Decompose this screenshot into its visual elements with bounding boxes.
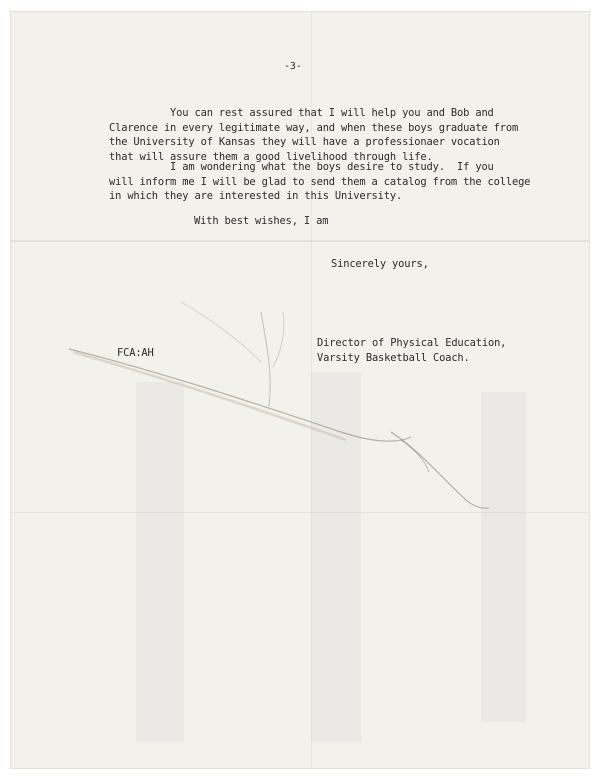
paragraph-line: I am wondering what the boys desire to study. If you [109, 161, 494, 173]
paragraph-2 [109, 160, 530, 204]
paragraph-line: will inform me I will be glad to send them a catalog from the college [109, 175, 531, 188]
paragraph-1 [109, 106, 518, 164]
reference-initials: FCA:AH [117, 347, 154, 359]
complimentary-close: Sincerely yours, [331, 258, 429, 270]
signature-title: Varsity Basketball Coach. [317, 351, 470, 364]
paragraph-line: the University of Kansas they will have a professionaer vocation [109, 136, 500, 148]
letter-page [10, 11, 590, 769]
paragraph-line: that will assure them a good livelihood through life. [109, 150, 433, 163]
paragraph-line: You can rest assured that I will help you and Bob and [109, 107, 494, 119]
paragraph-line: Clarence in every legitimate way, and when these boys graduate from [109, 121, 519, 134]
signature-title: Director of Physical Education, [317, 337, 507, 349]
paragraph-line: in which they are interested in this University. [109, 190, 403, 202]
signature-block [317, 336, 506, 365]
page-number: -3- [284, 61, 302, 72]
closing-line: With best wishes, I am [194, 215, 329, 227]
